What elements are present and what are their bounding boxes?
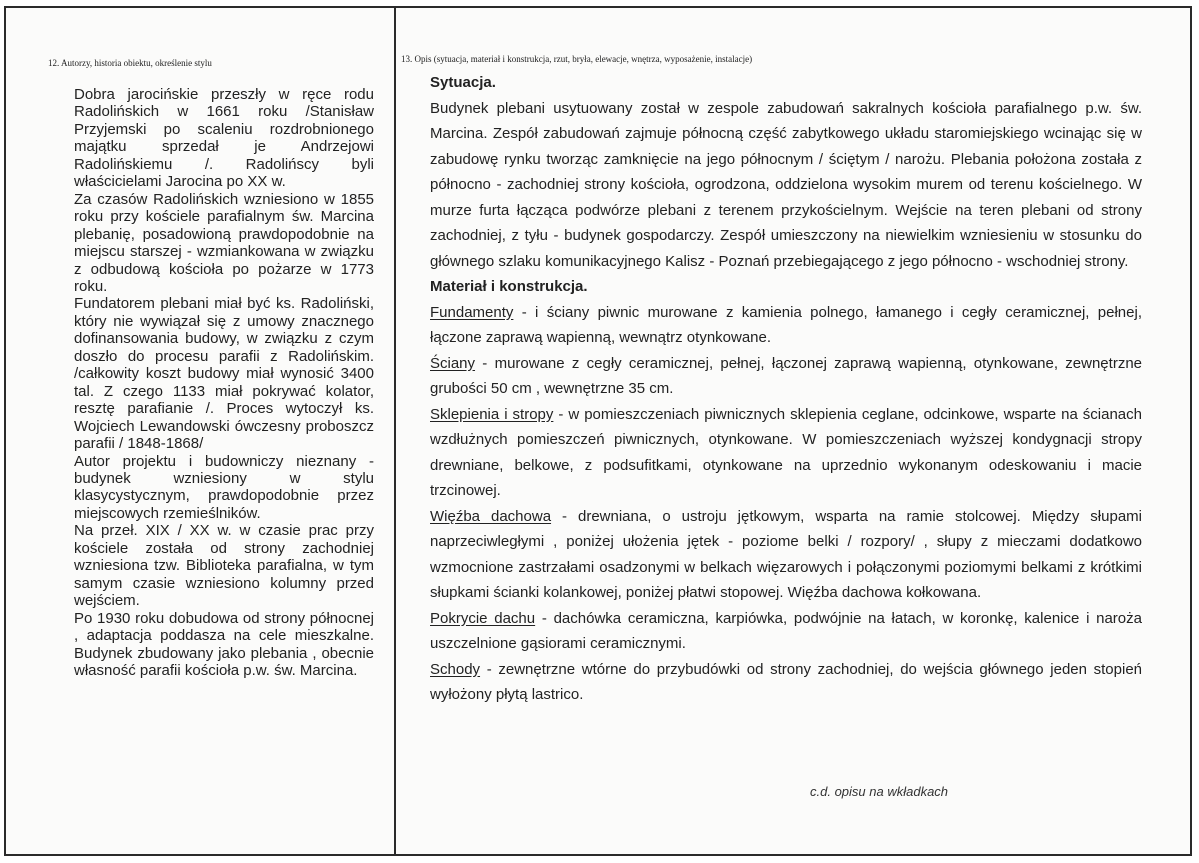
history-paragraph: Autor projektu i budowniczy nieznany - budynek wzniesiony w stylu klasycystycznym, prawdopodobnie przez miejscowych rzemieślników.: [74, 452, 374, 522]
item-text: - i ściany piwnic murowane z kamienia polnego, łamanego i cegły ceramicznej, pełnej, łączone zaprawą wapienną, wewnątrz otynkowane.: [430, 303, 1142, 346]
history-paragraph: Za czasów Radolińskich wzniesiono w 1855 roku przy kościele parafialnym św. Marcina plebanię, posadowioną prawdopodobnie na miejscu starszej - wzmiankowana w związku z odbudową kościoła po pożarze w 1773 roku.: [74, 190, 374, 295]
situation-heading: Sytuacja.: [430, 74, 496, 91]
item-term: Sklepienia i stropy: [430, 405, 554, 423]
column-divider: [394, 8, 396, 856]
item-text: - zewnętrzne wtórne do przybudówki od strony zachodniej, do wejścia głównego jeden stopień wyłożony płytą lastrico.: [430, 660, 1142, 703]
situation-paragraph: Budynek plebani usytuowany został w zespole zabudowań sakralnych kościoła parafialnego p.w. św. Marcina. Zespół zabudowań zajmuje północną część zabytkowego układu staromiejskiego wcinając się w zabudowę rynku tworząc zamknięcie na jego północnym / ściętym / narożu. Plebania położona została z północno - zachodniej strony kościoła, ogrodzona, oddzielona wysokim murem od terenu kościelnego. W murze furta łącząca podwórze plebani z terenem przykościelnym. Wejście na teren plebani od strony zachodniej, z tyłu - budynek gospodarczy. Zespół umieszczony na niewielkim wzniesieniu w stosunku do głównego szlaku komunikacyjnego Kalisz - Poznań przebiegającego z jego północno - wschodniej strony.: [430, 99, 1142, 270]
foundations-item: [430, 300, 1142, 351]
left-column-header: 12. Autorzy, historia obiektu, określenie stylu: [48, 58, 212, 68]
item-term: Schody: [430, 660, 481, 678]
item-term: Więźba dachowa: [430, 507, 552, 525]
description-text: [430, 70, 1142, 708]
item-text: - murowane z cegły ceramicznej, pełnej, łączonej zaprawą wapienną, otynkowane, zewnętrzne grubości 50 cm , wewnętrzne 35 cm.: [430, 354, 1142, 397]
roofing-item: [430, 606, 1142, 657]
history-text: [74, 86, 374, 679]
vaults-item: [430, 402, 1142, 504]
item-text: - drewniana, o ustroju jętkowym, wsparta na ramie stolcowej. Między słupami naprzeciwległymi , poniżej ułożenia jętek - poziome belki / rozpory/ , słupy z mieczami dodatkowo wzmocnione zastrzałami osadzonymi w belkach więzarowych i połączonymi poziomymi belkami z krótkimi słupkami ścianki kolankowej, poniżej płatwi stopowej. Więźba dachowa kołkowana.: [430, 507, 1142, 601]
material-heading: Materiał i konstrukcja.: [430, 278, 588, 295]
history-paragraph: Dobra jarocińskie przeszły w ręce rodu Radolińskich w 1661 roku /Stanisław Przyjemski po scaleniu rozdrobnionego majątku sprzedał je Andrzejowi Radolińskiemu /. Radolińscy byli właścicielami Jarocina po XX w.: [74, 86, 374, 191]
continuation-note: c.d. opisu na wkładkach: [810, 784, 949, 799]
history-paragraph: Na przeł. XIX / XX w. w czasie prac przy kościele została od strony zachodniej wzniesiona tzw. Biblioteka parafialna, w tym samym czasie wzniesiono kolumny przed wejściem.: [74, 522, 374, 610]
history-paragraph: Po 1930 roku dobudowa od strony północnej , adaptacja poddasza na cele mieszkalne. Budynek zbudowany jako plebania , obecnie własność parafii kościoła p.w. św. Marcina.: [74, 609, 374, 679]
item-text: - w pomieszczeniach piwnicznych sklepienia ceglane, odcinkowe, wsparte na ścianach wzdłużnych pomieszczeń piwnicznych, otynkowane. W pomieszczeniach wyższej kondygnacji stropy drewniane, belkowe, z podsufitkami, otynkowane na uprzednio wykonanym odeskowaniu i macie trzcinowej.: [430, 405, 1142, 499]
walls-item: [430, 351, 1142, 402]
stairs-item: [430, 657, 1142, 708]
item-term: Fundamenty: [430, 303, 514, 321]
item-text: - dachówka ceramiczna, karpiówka, podwójnie na łatach, w koronkę, kalenice i naroża uszczelnione gąsiorami ceramicznymi.: [430, 609, 1142, 652]
history-paragraph: Fundatorem plebani miał być ks. Radoliński, który nie wywiązał się z umowy znacznego dofinansowania budowy, w związku z czym doszło do procesu parafii z Radolińskim. /całkowity koszt budowy miał wynosić 3400 tal. Z czego 1133 miał pokrywać kolator, resztę parafianie /. Proces wytoczył ks. Wojciech Lewandowski ówczesny proboszcz parafii / 1848-1868/: [74, 295, 374, 453]
right-column-header: 13. Opis (sytuacja, materiał i konstrukcja, rzut, bryła, elewacje, wnętrza, wyposażenie, instalacje): [401, 54, 753, 64]
item-term: Ściany: [430, 354, 476, 372]
roof-truss-item: [430, 504, 1142, 606]
item-term: Pokrycie dachu: [430, 609, 536, 627]
